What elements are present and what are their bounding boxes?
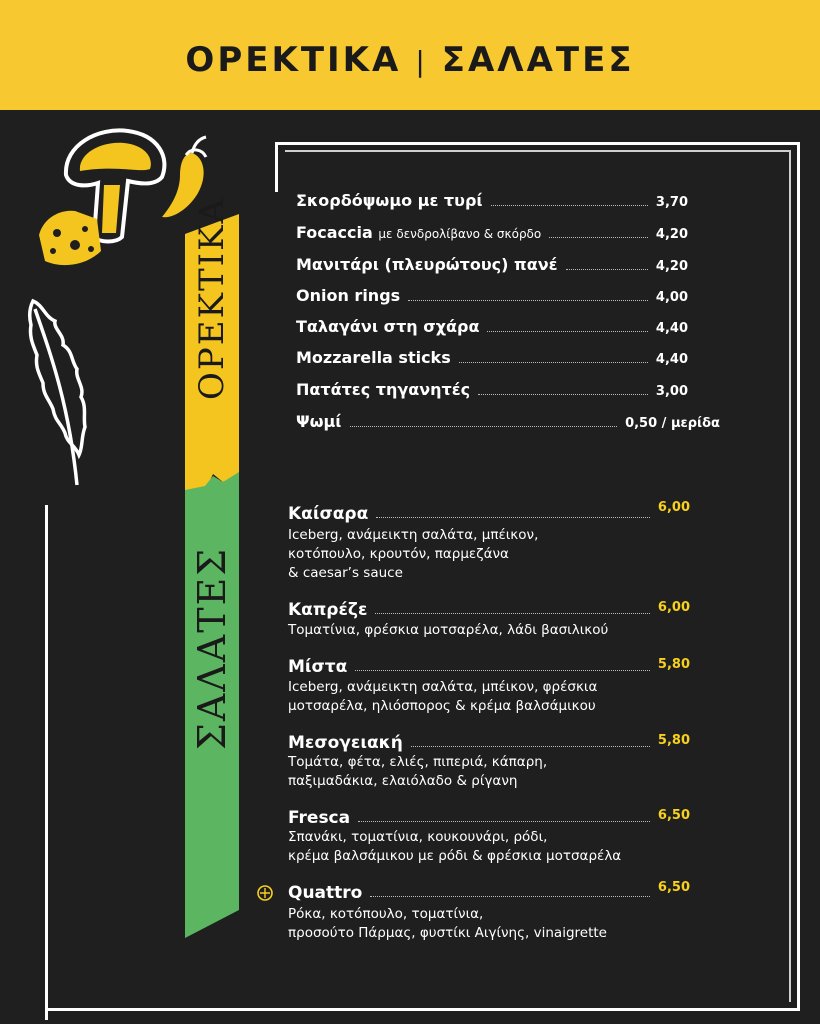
list-item	[288, 600, 690, 620]
salad-name: Μεσογειακή	[288, 733, 403, 753]
salad-description	[288, 621, 608, 640]
item-name: Πατάτες τηγανητές	[296, 380, 471, 399]
salad-description	[288, 828, 621, 866]
salad-description	[288, 678, 597, 716]
chili-pepper-icon	[158, 135, 218, 225]
list-item	[296, 380, 688, 399]
list-item	[296, 412, 720, 431]
item-price: 0,50 / μερίδα	[625, 416, 720, 431]
leader-dots	[408, 299, 648, 301]
leader-dots	[370, 895, 650, 897]
page-title	[0, 40, 820, 80]
salad-name: Μίστα	[288, 657, 348, 677]
salad-price: 6,50	[657, 880, 690, 895]
list-item	[296, 191, 688, 210]
item-name: Onion rings	[296, 286, 401, 305]
leader-dots	[549, 236, 648, 238]
list-item	[288, 880, 690, 903]
leader-dots	[376, 516, 650, 518]
description-line: μοτσαρέλα, ηλιόσπορος & κρέμα βαλσάμικου	[288, 698, 596, 714]
signature-dish-icon	[256, 884, 274, 902]
salad-price: 6,00	[657, 500, 690, 515]
item-name: Μανιτάρι (πλευρώτους) πανέ	[296, 255, 558, 274]
item-name: Ταλαγάνι στη σχάρα	[296, 317, 480, 336]
salad-name: Καίσαρα	[288, 504, 369, 524]
title-salads: ΣΑΛΑΤΕΣ	[441, 40, 635, 80]
leader-dots	[375, 612, 649, 614]
item-name	[296, 223, 541, 242]
leader-dots	[355, 669, 650, 671]
salads-ribbon-label: ΣΑΛΑΤΕΣ	[190, 546, 234, 750]
list-item	[288, 808, 690, 828]
header-bar	[0, 0, 820, 110]
leader-dots	[358, 820, 650, 822]
item-price: 4,40	[655, 321, 688, 336]
leader-dots	[459, 361, 648, 363]
item-name: Mozzarella sticks	[296, 348, 451, 367]
leader-dots	[566, 268, 648, 270]
arugula-leaf-icon	[25, 295, 95, 490]
title-appetizers: ΟΡΕΚΤΙΚΑ	[185, 40, 402, 80]
list-item	[296, 223, 688, 242]
list-item	[296, 348, 688, 367]
list-item	[288, 733, 690, 753]
leader-dots	[478, 393, 648, 395]
description-line: προσούτο Πάρμας, φυστίκι Αιγίνης, vinaigrette	[288, 925, 607, 941]
leader-dots	[411, 745, 650, 747]
item-name: Σκορδόψωμο με τυρί	[296, 191, 483, 210]
frame-bottom	[45, 1008, 800, 1011]
list-item	[288, 657, 690, 677]
leader-dots	[350, 425, 618, 427]
description-line: Τομάτα, φέτα, ελιές, πιπεριά, κάπαρη,	[288, 754, 548, 770]
description-line: Σπανάκι, τοματίνια, κουκουνάρι, ρόδι,	[288, 829, 548, 845]
description-line: Iceberg, ανάμεικτη σαλάτα, μπέικον, φρέσκια	[288, 679, 598, 695]
appetizers-ribbon-label: ΟΡΕΚΤΙΚΑ	[192, 196, 232, 400]
list-item	[288, 500, 690, 524]
cheese-icon	[35, 205, 105, 270]
leader-dots	[491, 204, 648, 206]
description-line: Τοματίνια, φρέσκια μοτσαρέλα, λάδι βασιλικού	[288, 622, 609, 638]
title-separator: |	[415, 45, 428, 78]
item-price: 3,00	[655, 384, 688, 399]
frame-inner	[285, 150, 790, 152]
list-item	[296, 255, 688, 274]
description-line: παξιμαδάκια, ελαιόλαδο & ρίγανη	[288, 773, 518, 789]
item-price: 4,00	[655, 290, 688, 305]
item-price: 4,40	[655, 352, 688, 367]
salad-name: Quattro	[288, 883, 363, 903]
salad-price: 5,80	[657, 733, 690, 748]
salad-name: Καπρέζε	[288, 600, 368, 620]
list-item	[296, 286, 688, 305]
salad-price: 6,50	[657, 808, 690, 823]
item-note: με δενδρολίβανο & σκόρδο	[378, 227, 542, 241]
item-price: 4,20	[655, 227, 688, 242]
salad-description	[288, 526, 538, 583]
leader-dots	[487, 330, 647, 332]
salad-price: 5,80	[657, 657, 690, 672]
description-line: κρέμα βαλσάμικου με ρόδι & φρέσκια μοτσαρέλα	[288, 848, 622, 864]
description-line: & caesar’s sauce	[288, 565, 403, 581]
frame-inner-right	[789, 150, 791, 1002]
list-item	[296, 317, 688, 336]
frame-right	[797, 142, 800, 1011]
frame-outer-left	[275, 142, 278, 192]
frame-outer	[275, 142, 800, 145]
description-line: κοτόπουλο, κρουτόν, παρμεζάνα	[288, 546, 509, 562]
description-line: Iceberg, ανάμεικτη σαλάτα, μπέικον,	[288, 527, 539, 543]
salad-price: 6,00	[657, 600, 690, 615]
item-name-text: Focaccia	[296, 223, 373, 242]
salad-description	[288, 753, 547, 791]
item-price: 3,70	[655, 195, 688, 210]
item-price: 4,20	[655, 259, 688, 274]
salad-description	[288, 905, 607, 943]
item-name: Ψωμί	[296, 412, 342, 431]
frame-left	[45, 505, 48, 1020]
description-line: Ρόκα, κοτόπουλο, τοματίνια,	[288, 906, 484, 922]
salad-name: Fresca	[288, 808, 351, 828]
